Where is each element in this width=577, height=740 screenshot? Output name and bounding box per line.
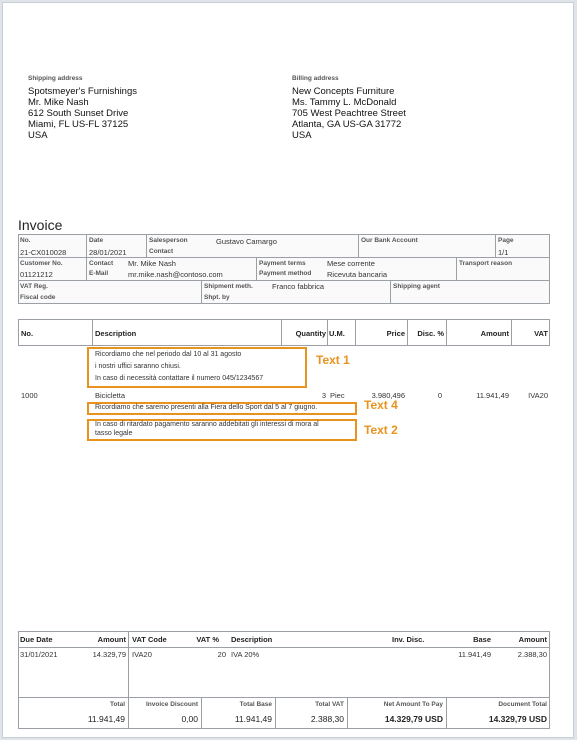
header-vdivider (86, 234, 87, 257)
text2-line: In caso di ritardato pagamento saranno addebitati gli interessi di mora al (95, 421, 319, 428)
page-value: 1/1 (498, 248, 509, 257)
base-value: 11.941,49 (458, 650, 491, 659)
no-label: No. (20, 237, 31, 244)
vat-code-header: VAT Code (132, 635, 167, 644)
due-amount-value: 14.329,79 (92, 650, 126, 659)
shipping-agent-label: Shipping agent (393, 283, 440, 290)
contact-label: Contact (89, 260, 114, 267)
customer-no-value: 01121212 (20, 270, 53, 279)
payment-method-label: Payment method (259, 270, 312, 277)
item-disc: 0 (437, 391, 442, 400)
col-no: No. (21, 329, 34, 338)
text2-line: tasso legale (95, 430, 133, 437)
header-vdivider (495, 234, 496, 257)
totals-vdivider (201, 697, 202, 729)
col-divider (327, 319, 328, 346)
total-value: 11.941,49 (87, 714, 125, 724)
text1-annotation-label: Text 1 (316, 353, 350, 367)
salesperson-label: Salesperson (149, 237, 188, 244)
billing-line: USA (292, 130, 312, 141)
bank-account-label: Our Bank Account (361, 237, 418, 244)
customer-no-label: Customer No. (20, 260, 63, 267)
header-grid (18, 234, 550, 304)
col-divider (281, 319, 282, 346)
shipping-address-label: Shipping address (28, 75, 83, 82)
payment-method-value: Ricevuta bancaria (327, 270, 388, 279)
billing-address-label: Billing address (292, 75, 339, 82)
total-base-value: 11.941,49 (234, 714, 272, 724)
invoice-discount-value: 0,00 (181, 714, 198, 724)
text2-block (95, 420, 319, 438)
col-um: U.M. (329, 329, 345, 338)
invoice-date: 28/01/2021 (89, 248, 127, 257)
email-label: E-Mail (89, 270, 109, 277)
billing-address (292, 86, 406, 141)
header-divider (18, 257, 550, 258)
billing-line: Ms. Tammy L. McDonald (292, 97, 397, 108)
contact-label: Contact (149, 248, 174, 255)
fiscal-code-label: Fiscal code (20, 294, 56, 301)
invoice-page (2, 2, 574, 738)
shipped-by-label: Shpt. by (204, 294, 230, 301)
date-label: Date (89, 237, 104, 244)
item-quantity: 3 (321, 391, 326, 400)
col-vat: VAT (534, 329, 548, 338)
due-amount-header: Amount (97, 635, 126, 644)
totals-vdivider (347, 697, 348, 729)
header-vdivider (256, 257, 257, 280)
shipping-line: USA (28, 130, 48, 141)
header-vdivider (201, 280, 202, 304)
summary-divider (18, 647, 550, 648)
document-total-label: Document Total (498, 701, 547, 708)
col-divider (446, 319, 447, 346)
col-disc: Disc. % (417, 329, 444, 338)
text4-annotation-label: Text 4 (364, 398, 398, 412)
header-divider (18, 280, 550, 281)
total-vat-label: Total VAT (315, 701, 344, 708)
vat-code-value: IVA20 (132, 650, 152, 659)
shipping-line: 612 South Sunset Drive (28, 108, 129, 119)
col-divider (511, 319, 512, 346)
invoice-number: 21-CX010028 (20, 248, 67, 257)
col-divider (355, 319, 356, 346)
item-description: Bicicletta (95, 391, 126, 400)
col-description: Description (95, 329, 137, 338)
text1-block (95, 349, 263, 385)
email-value: mr.mike.nash@contoso.com (128, 270, 223, 279)
invoice-title: Invoice (18, 217, 63, 233)
item-no: 1000 (21, 391, 38, 400)
shipment-method-label: Shipment meth. (204, 283, 253, 290)
total-vat-value: 2.388,30 (310, 714, 344, 724)
vat-desc-header: Description (231, 635, 273, 644)
text1-line: Ricordiamo che nel periodo dal 10 al 31 agosto (95, 351, 242, 358)
page-label: Page (498, 237, 514, 244)
text1-line: i nostri uffici saranno chiusi. (95, 363, 181, 370)
invoice-discount-label: Invoice Discount (145, 701, 198, 708)
header-vdivider (86, 257, 87, 280)
document-total-currency: USD (529, 714, 547, 724)
due-date-value: 31/01/2021 (20, 650, 58, 659)
base-header: Base (473, 635, 491, 644)
net-amount-currency: USD (425, 714, 443, 724)
shipping-line: Spotsmeyer's Furnishings (28, 86, 137, 97)
text2-annotation-label: Text 2 (364, 423, 398, 437)
billing-line: 705 West Peachtree Street (292, 108, 406, 119)
document-total-value: 14.329,79 (488, 714, 527, 724)
vat-pct-header: VAT % (196, 635, 219, 644)
item-um: Piec (330, 391, 345, 400)
vat-amount-header: Amount (518, 635, 547, 644)
payment-terms-value: Mese corrente (327, 259, 375, 268)
total-label: Total (109, 701, 125, 708)
col-divider (92, 319, 93, 346)
contact-value: Mr. Mike Nash (128, 259, 176, 268)
net-amount-value: 14.329,79 (384, 714, 423, 724)
shipping-line: Miami, FL US-FL 37125 (28, 119, 129, 130)
net-amount-label: Net Amount To Pay (383, 701, 443, 708)
col-quantity: Quantity (295, 329, 326, 338)
header-vdivider (390, 280, 391, 304)
totals-vdivider (446, 697, 447, 729)
col-price: Price (386, 329, 405, 338)
header-vdivider (358, 234, 359, 257)
vat-pct-value: 20 (217, 650, 226, 659)
due-date-header: Due Date (20, 635, 53, 644)
shipping-address (28, 86, 137, 141)
summary-vdivider (128, 631, 129, 697)
item-vat: IVA20 (528, 391, 548, 400)
document-total (449, 714, 547, 724)
payment-terms-label: Payment terms (259, 260, 306, 267)
shipment-method-value: Franco fabbrica (272, 282, 325, 291)
text1-line: In caso di necessità contattare il numero 045/1234567 (95, 375, 264, 382)
billing-line: Atlanta, GA US-GA 31772 (292, 119, 402, 130)
summary-divider (18, 697, 550, 698)
transport-reason-label: Transport reason (459, 260, 513, 267)
shipping-line: Mr. Mike Nash (28, 97, 89, 108)
header-vdivider (456, 257, 457, 280)
totals-vdivider (128, 697, 129, 729)
vat-amount-value: 2.388,30 (517, 650, 547, 659)
total-base-label: Total Base (239, 701, 272, 708)
col-amount: Amount (480, 329, 509, 338)
header-vdivider (146, 234, 147, 257)
item-amount: 11.941,49 (476, 391, 509, 400)
billing-line: New Concepts Furniture (292, 86, 395, 97)
vat-desc-value: IVA 20% (231, 650, 260, 659)
salesperson-value: Gustavo Camargo (216, 237, 277, 246)
inv-disc-header: Inv. Disc. (392, 635, 425, 644)
item-price: 3.980,496 (371, 391, 405, 400)
vat-reg-label: VAT Reg. (20, 283, 48, 290)
text4-line: Ricordiamo che saremo presenti alla Fiera dello Sport dal 5 al 7 giugno. (95, 404, 318, 411)
net-amount (350, 714, 443, 724)
totals-vdivider (275, 697, 276, 729)
